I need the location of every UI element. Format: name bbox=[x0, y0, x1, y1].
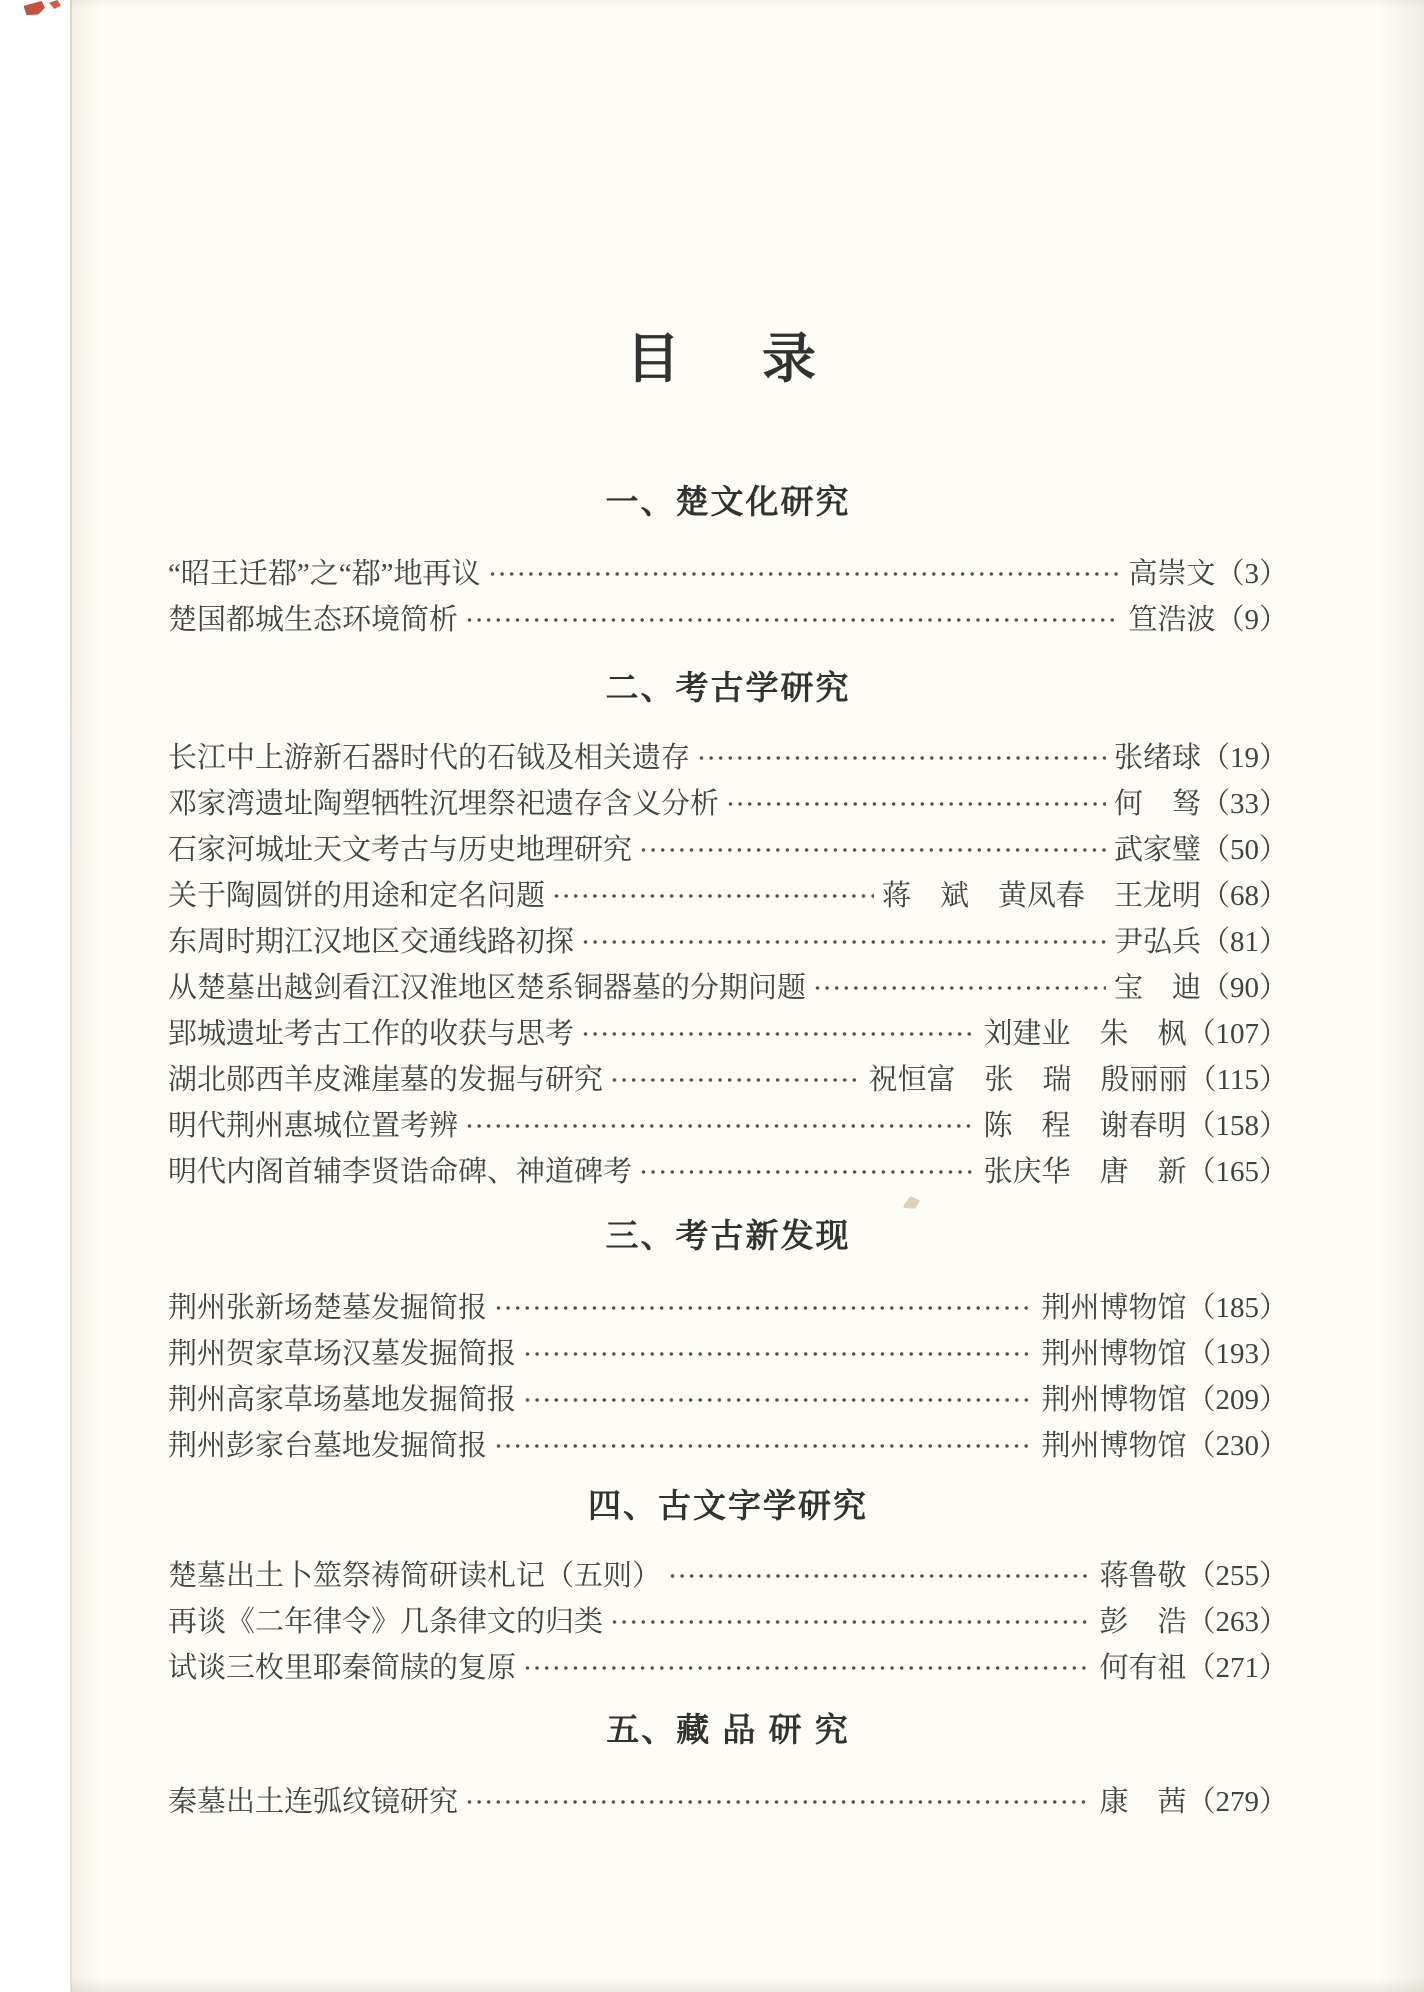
toc-section bbox=[168, 1712, 1288, 1822]
toc-entry bbox=[168, 824, 1288, 870]
entry-title: 从楚墓出越剑看江汉淮地区楚系铜器墓的分期问题 bbox=[168, 971, 807, 1004]
page-edge-line bbox=[70, 0, 72, 1992]
entry-title: 湖北郧西羊皮滩崖墓的发掘与研究 bbox=[168, 1063, 604, 1096]
page-bottom-shade bbox=[71, 1978, 1424, 1992]
section-entries bbox=[168, 1282, 1288, 1466]
section-entries bbox=[168, 1550, 1288, 1688]
entry-authors: 彭 浩 bbox=[1099, 1605, 1187, 1638]
dotted-leader bbox=[581, 1028, 975, 1040]
toc-entry bbox=[168, 1374, 1288, 1420]
section-entries bbox=[168, 548, 1288, 640]
toc-entry bbox=[168, 1596, 1288, 1642]
entry-authors: 何有祖 bbox=[1099, 1651, 1187, 1684]
entry-title: 长江中上游新石器时代的石钺及相关遗存 bbox=[168, 741, 691, 774]
toc-entry bbox=[168, 594, 1288, 640]
dotted-leader bbox=[726, 798, 1106, 810]
entry-authors: 尹弘兵 bbox=[1113, 925, 1201, 958]
entry-page-number: （90） bbox=[1200, 971, 1288, 1004]
entry-title: 秦墓出土连弧纹镜研究 bbox=[168, 1785, 459, 1818]
toc-content bbox=[168, 0, 1288, 1822]
entry-authors: 武家璧 bbox=[1113, 833, 1201, 866]
entry-authors: 宝 迪 bbox=[1113, 971, 1201, 1004]
toc-entry bbox=[168, 1054, 1288, 1100]
toc-entry bbox=[168, 548, 1288, 594]
toc-entry bbox=[168, 1100, 1288, 1146]
toc-entry bbox=[168, 1008, 1288, 1054]
entry-title: 荆州张新场楚墓发掘简报 bbox=[168, 1291, 488, 1324]
entry-authors: 康 茜 bbox=[1099, 1785, 1187, 1818]
entry-page-number: （68） bbox=[1200, 879, 1288, 912]
dotted-leader bbox=[610, 1616, 1091, 1628]
dotted-leader bbox=[813, 982, 1106, 994]
entry-authors: 张庆华 唐 新 bbox=[983, 1155, 1187, 1188]
toc-entry bbox=[168, 1776, 1288, 1822]
entry-title: 明代荆州惠城位置考辨 bbox=[168, 1109, 459, 1142]
entry-authors: 蒋鲁敬 bbox=[1099, 1559, 1187, 1592]
toc-entry bbox=[168, 962, 1288, 1008]
entry-authors: 祝恒富 张 瑞 殷丽丽 bbox=[868, 1063, 1188, 1096]
entry-page-number: （185） bbox=[1186, 1291, 1288, 1324]
dotted-leader bbox=[465, 1120, 975, 1132]
toc-entry bbox=[168, 1282, 1288, 1328]
section-heading: 四、古文字学研究 bbox=[588, 1487, 868, 1524]
toc-entry bbox=[168, 870, 1288, 916]
section-entries bbox=[168, 1776, 1288, 1822]
toc-sections bbox=[168, 484, 1288, 1822]
dotted-leader bbox=[523, 1394, 1033, 1406]
entry-authors: 高崇文 bbox=[1128, 557, 1216, 590]
toc-entry bbox=[168, 1328, 1288, 1374]
entry-authors: 笪浩波 bbox=[1128, 603, 1216, 636]
entry-page-number: （230） bbox=[1186, 1429, 1288, 1462]
entry-authors: 张绪球 bbox=[1113, 741, 1201, 774]
entry-authors: 何 驽 bbox=[1113, 787, 1201, 820]
dotted-leader bbox=[494, 1440, 1033, 1452]
dotted-leader bbox=[523, 1662, 1091, 1674]
entry-authors: 荆州博物馆 bbox=[1041, 1291, 1187, 1324]
toc-entry bbox=[168, 1420, 1288, 1466]
entry-page-number: （107） bbox=[1186, 1017, 1288, 1050]
entry-page-number: （115） bbox=[1187, 1063, 1288, 1096]
entry-authors: 刘建业 朱 枫 bbox=[983, 1017, 1187, 1050]
entry-page-number: （50） bbox=[1200, 833, 1288, 866]
dotted-leader bbox=[668, 1570, 1091, 1582]
dotted-leader bbox=[610, 1074, 861, 1086]
entry-title: 楚国都城生态环境简析 bbox=[168, 603, 459, 636]
entry-title: 荆州高家草场墓地发掘简报 bbox=[168, 1383, 517, 1416]
entry-page-number: （3） bbox=[1215, 557, 1288, 590]
section-heading: 二、考古学研究 bbox=[605, 669, 851, 706]
page-gutter-shade bbox=[72, 0, 102, 1992]
entry-page-number: （165） bbox=[1186, 1155, 1288, 1188]
dotted-leader bbox=[523, 1348, 1033, 1360]
entry-title: 石家河城址天文考古与历史地理研究 bbox=[168, 833, 633, 866]
dotted-leader bbox=[697, 752, 1106, 764]
entry-title: 荆州彭家台墓地发掘简报 bbox=[168, 1429, 488, 1462]
section-heading: 三、考古新发现 bbox=[605, 1217, 851, 1254]
section-heading: 一、楚文化研究 bbox=[605, 483, 851, 520]
entry-page-number: （193） bbox=[1186, 1337, 1288, 1370]
toc-entry bbox=[168, 1550, 1288, 1596]
entry-authors: 陈 程 谢春明 bbox=[983, 1109, 1187, 1142]
entry-title: 邓家湾遗址陶塑牺牲沉埋祭祀遗存含义分析 bbox=[168, 787, 720, 820]
section-entries bbox=[168, 732, 1288, 1192]
entry-page-number: （263） bbox=[1186, 1605, 1288, 1638]
entry-page-number: （33） bbox=[1200, 787, 1288, 820]
red-scan-artifact bbox=[23, 1, 46, 17]
entry-title: 关于陶圆饼的用途和定名问题 bbox=[168, 879, 546, 912]
dotted-leader bbox=[465, 1796, 1091, 1808]
toc-entry bbox=[168, 778, 1288, 824]
entry-authors: 蒋 斌 黄凤春 王龙明 bbox=[881, 879, 1201, 912]
page-right-shade bbox=[1378, 0, 1424, 1992]
entry-page-number: （255） bbox=[1186, 1559, 1288, 1592]
entry-page-number: （19） bbox=[1200, 741, 1288, 774]
entry-title: 东周时期江汉地区交通线路初探 bbox=[168, 925, 575, 958]
toc-entry bbox=[168, 1642, 1288, 1688]
red-scan-artifact bbox=[49, 0, 61, 9]
toc-entry bbox=[168, 916, 1288, 962]
entry-title: 再谈《二年律令》几条律文的归类 bbox=[168, 1605, 604, 1638]
entry-authors: 荆州博物馆 bbox=[1041, 1429, 1187, 1462]
entry-authors: 荆州博物馆 bbox=[1041, 1383, 1187, 1416]
entry-authors: 荆州博物馆 bbox=[1041, 1337, 1187, 1370]
entry-title: 明代内阁首辅李贤诰命碑、神道碑考 bbox=[168, 1155, 633, 1188]
dotted-leader bbox=[639, 844, 1106, 856]
dotted-leader bbox=[488, 568, 1121, 580]
toc-section bbox=[168, 1218, 1288, 1466]
toc-entry bbox=[168, 732, 1288, 778]
dotted-leader bbox=[494, 1302, 1033, 1314]
entry-page-number: （279） bbox=[1186, 1785, 1288, 1818]
entry-title: “昭王迁鄀”之“鄀”地再议 bbox=[168, 557, 481, 590]
page-title: 目 录 bbox=[626, 329, 830, 389]
dotted-leader bbox=[465, 614, 1120, 626]
entry-title: 荆州贺家草场汉墓发掘简报 bbox=[168, 1337, 517, 1370]
entry-page-number: （9） bbox=[1215, 603, 1288, 636]
entry-title: 试谈三枚里耶秦简牍的复原 bbox=[168, 1651, 517, 1684]
toc-section bbox=[168, 484, 1288, 640]
entry-title: 郢城遗址考古工作的收获与思考 bbox=[168, 1017, 575, 1050]
entry-page-number: （81） bbox=[1200, 925, 1288, 958]
entry-title: 楚墓出土卜筮祭祷简研读札记（五则） bbox=[168, 1559, 662, 1592]
entry-page-number: （271） bbox=[1186, 1651, 1288, 1684]
entry-page-number: （158） bbox=[1186, 1109, 1288, 1142]
toc-section bbox=[168, 670, 1288, 1192]
toc-section bbox=[168, 1488, 1288, 1688]
dotted-leader bbox=[581, 936, 1106, 948]
toc-entry bbox=[168, 1146, 1288, 1192]
section-heading: 五、藏 品 研 究 bbox=[606, 1711, 850, 1748]
dotted-leader bbox=[639, 1166, 975, 1178]
entry-page-number: （209） bbox=[1186, 1383, 1288, 1416]
dotted-leader bbox=[552, 890, 874, 902]
